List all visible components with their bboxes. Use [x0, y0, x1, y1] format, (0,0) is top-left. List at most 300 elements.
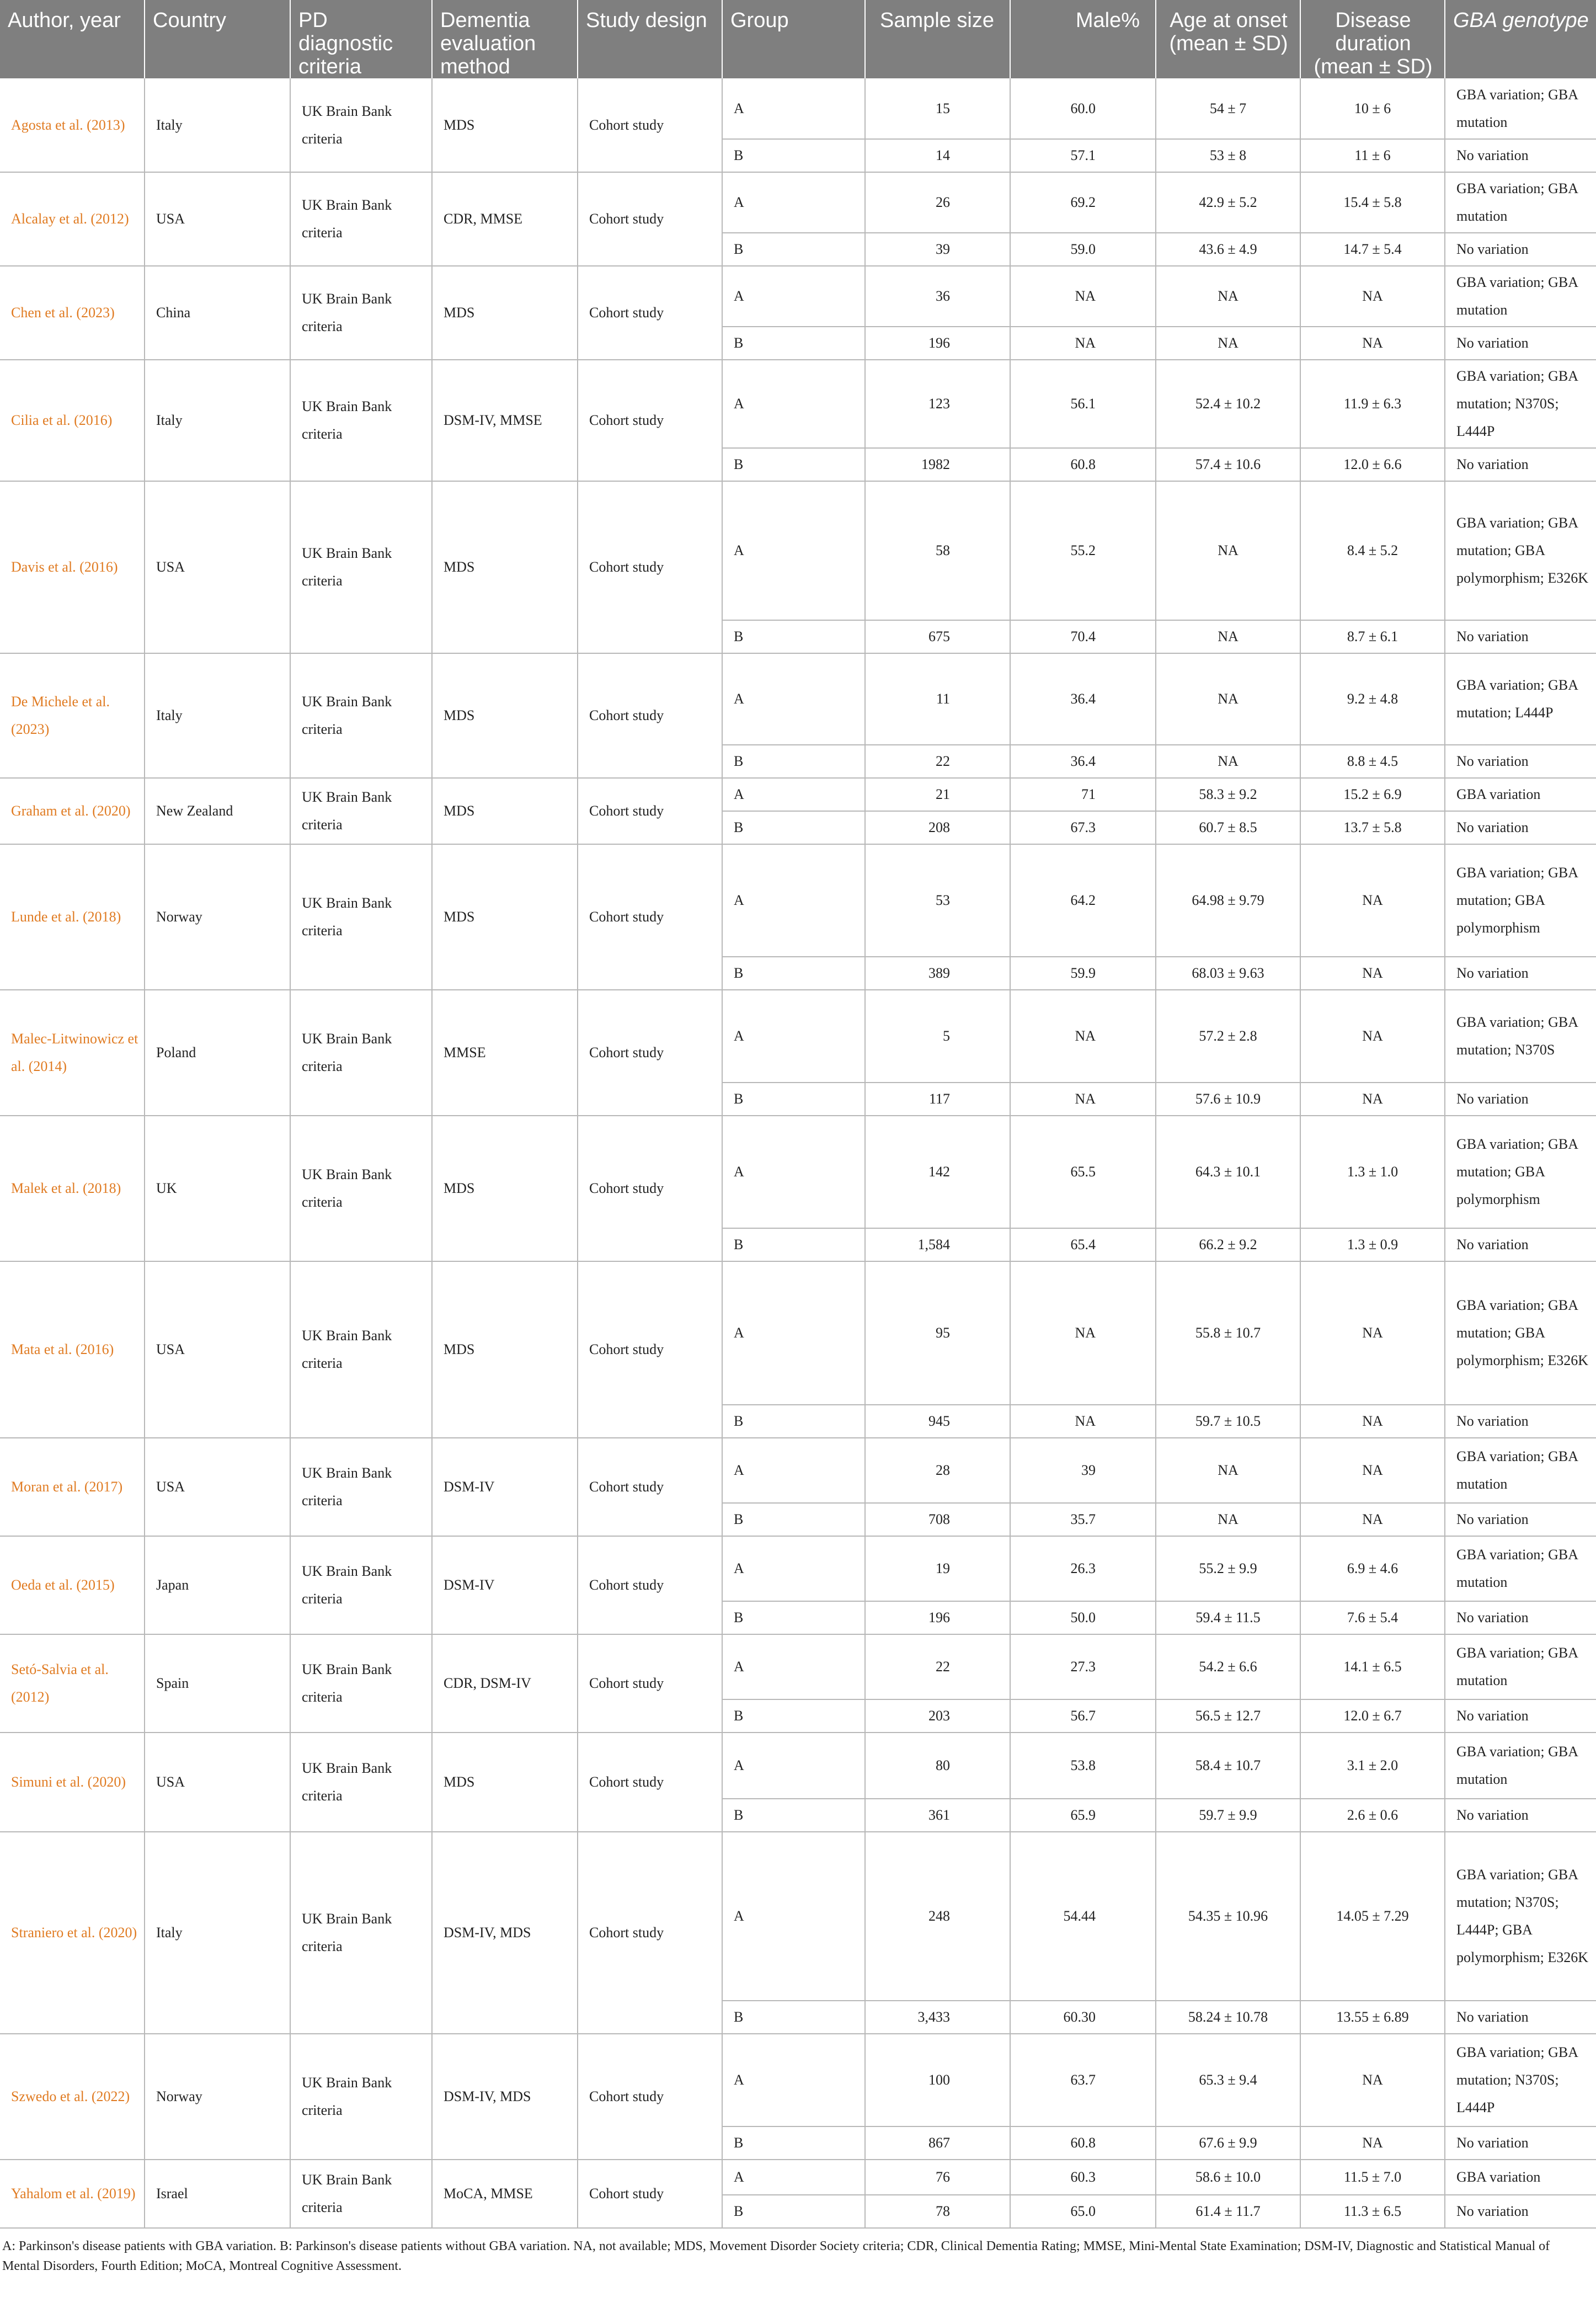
disease-duration-cell: 13.55 ± 6.89: [1300, 2001, 1445, 2034]
sample-size-cell: 142: [865, 1116, 1010, 1228]
male-percent-cell: 55.2: [1010, 481, 1156, 620]
age-onset-cell: 59.7 ± 9.9: [1156, 1799, 1300, 1832]
genotype-cell: No variation: [1445, 448, 1596, 481]
male-percent-cell: 53.8: [1010, 1733, 1156, 1799]
sample-size-cell: 361: [865, 1799, 1010, 1832]
table-row: [0, 1116, 1596, 1228]
genotype-cell: GBA variation: [1445, 778, 1596, 811]
study-design-cell: Cohort study: [578, 653, 722, 778]
disease-duration-cell: 11.9 ± 6.3: [1300, 360, 1445, 448]
country-cell: Norway: [145, 2034, 290, 2160]
sample-size-cell: 22: [865, 745, 1010, 778]
group-cell: A: [722, 360, 865, 448]
author-cell: Davis et al. (2016): [0, 481, 145, 653]
dementia-method-cell: DSM-IV: [432, 1438, 578, 1536]
dementia-method-cell: MDS: [432, 778, 578, 844]
country-cell: China: [145, 266, 290, 360]
group-cell: A: [722, 1536, 865, 1601]
table-row: [0, 2160, 1596, 2195]
genotype-cell: GBA variation; GBA mutation; L444P: [1445, 653, 1596, 745]
group-cell: B: [722, 2001, 865, 2034]
author-cell: Straniero et al. (2020): [0, 1832, 145, 2034]
genotype-cell: GBA variation; GBA mutation; N370S; L444P; GBA polymorphism; E326K: [1445, 1832, 1596, 2001]
genotype-cell: GBA variation; GBA mutation; N370S: [1445, 990, 1596, 1083]
criteria-cell: UK Brain Bank criteria: [290, 481, 432, 653]
criteria-cell: UK Brain Bank criteria: [290, 78, 432, 172]
genotype-cell: GBA variation; GBA mutation; GBA polymorphism; E326K: [1445, 1261, 1596, 1405]
country-cell: UK: [145, 1116, 290, 1261]
header-criteria: PD diagnostic criteria: [290, 0, 432, 78]
dementia-method-cell: MDS: [432, 481, 578, 653]
male-percent-cell: 60.3: [1010, 2160, 1156, 2195]
age-onset-cell: 58.6 ± 10.0: [1156, 2160, 1300, 2195]
genotype-cell: GBA variation: [1445, 2160, 1596, 2195]
study-design-cell: Cohort study: [578, 1438, 722, 1536]
dementia-method-cell: MMSE: [432, 990, 578, 1116]
group-cell: A: [722, 1634, 865, 1699]
disease-duration-cell: 12.0 ± 6.6: [1300, 448, 1445, 481]
disease-duration-cell: NA: [1300, 1438, 1445, 1503]
author-cell: Agosta et al. (2013): [0, 78, 145, 172]
study-design-cell: Cohort study: [578, 1116, 722, 1261]
sample-size-cell: 22: [865, 1634, 1010, 1699]
age-onset-cell: NA: [1156, 327, 1300, 360]
country-cell: USA: [145, 172, 290, 266]
age-onset-cell: 57.4 ± 10.6: [1156, 448, 1300, 481]
age-onset-cell: 55.2 ± 9.9: [1156, 1536, 1300, 1601]
male-percent-cell: 35.7: [1010, 1503, 1156, 1536]
header-male: Male%: [1010, 0, 1156, 78]
genotype-cell: GBA variation; GBA mutation: [1445, 266, 1596, 327]
table-row: [0, 481, 1596, 620]
male-percent-cell: 39: [1010, 1438, 1156, 1503]
criteria-cell: UK Brain Bank criteria: [290, 778, 432, 844]
sample-size-cell: 208: [865, 811, 1010, 844]
sample-size-cell: 21: [865, 778, 1010, 811]
male-percent-cell: 67.3: [1010, 811, 1156, 844]
age-onset-cell: 68.03 ± 9.63: [1156, 957, 1300, 990]
genotype-cell: No variation: [1445, 957, 1596, 990]
age-onset-cell: 43.6 ± 4.9: [1156, 233, 1300, 266]
country-cell: New Zealand: [145, 778, 290, 844]
group-cell: B: [722, 1083, 865, 1116]
disease-duration-cell: NA: [1300, 1261, 1445, 1405]
sample-size-cell: 95: [865, 1261, 1010, 1405]
disease-duration-cell: 15.2 ± 6.9: [1300, 778, 1445, 811]
age-onset-cell: 67.6 ± 9.9: [1156, 2126, 1300, 2160]
study-design-cell: Cohort study: [578, 1733, 722, 1832]
country-cell: Italy: [145, 1832, 290, 2034]
age-onset-cell: 42.9 ± 5.2: [1156, 172, 1300, 233]
sample-size-cell: 3,433: [865, 2001, 1010, 2034]
age-onset-cell: 52.4 ± 10.2: [1156, 360, 1300, 448]
criteria-cell: UK Brain Bank criteria: [290, 844, 432, 990]
age-onset-cell: 55.8 ± 10.7: [1156, 1261, 1300, 1405]
sample-size-cell: 675: [865, 620, 1010, 653]
sample-size-cell: 867: [865, 2126, 1010, 2160]
disease-duration-cell: 15.4 ± 5.8: [1300, 172, 1445, 233]
group-cell: B: [722, 811, 865, 844]
sample-size-cell: 11: [865, 653, 1010, 745]
author-cell: Alcalay et al. (2012): [0, 172, 145, 266]
genotype-cell: GBA variation; GBA mutation; N370S; L444P: [1445, 360, 1596, 448]
disease-duration-cell: 13.7 ± 5.8: [1300, 811, 1445, 844]
genotype-cell: No variation: [1445, 2001, 1596, 2034]
disease-duration-cell: 14.7 ± 5.4: [1300, 233, 1445, 266]
disease-duration-cell: 8.8 ± 4.5: [1300, 745, 1445, 778]
genotype-cell: No variation: [1445, 1228, 1596, 1261]
criteria-cell: UK Brain Bank criteria: [290, 1733, 432, 1832]
genotype-cell: No variation: [1445, 811, 1596, 844]
country-cell: Norway: [145, 844, 290, 990]
male-percent-cell: 57.1: [1010, 139, 1156, 172]
criteria-cell: UK Brain Bank criteria: [290, 172, 432, 266]
age-onset-cell: 56.5 ± 12.7: [1156, 1699, 1300, 1733]
sample-size-cell: 5: [865, 990, 1010, 1083]
country-cell: USA: [145, 1261, 290, 1438]
group-cell: A: [722, 1261, 865, 1405]
male-percent-cell: 50.0: [1010, 1601, 1156, 1634]
study-design-cell: Cohort study: [578, 1832, 722, 2034]
disease-duration-cell: 11.3 ± 6.5: [1300, 2195, 1445, 2228]
author-cell: Oeda et al. (2015): [0, 1536, 145, 1634]
disease-duration-cell: 1.3 ± 0.9: [1300, 1228, 1445, 1261]
group-cell: A: [722, 172, 865, 233]
group-cell: A: [722, 266, 865, 327]
group-cell: B: [722, 1228, 865, 1261]
dementia-method-cell: MDS: [432, 1261, 578, 1438]
genotype-cell: GBA variation; GBA mutation: [1445, 172, 1596, 233]
country-cell: Spain: [145, 1634, 290, 1733]
age-onset-cell: 58.3 ± 9.2: [1156, 778, 1300, 811]
criteria-cell: UK Brain Bank criteria: [290, 1832, 432, 2034]
dementia-method-cell: MDS: [432, 1733, 578, 1832]
country-cell: Israel: [145, 2160, 290, 2228]
group-cell: B: [722, 745, 865, 778]
genotype-cell: GBA variation; GBA mutation; GBA polymorphism; E326K: [1445, 481, 1596, 620]
genotype-cell: No variation: [1445, 327, 1596, 360]
male-percent-cell: 65.4: [1010, 1228, 1156, 1261]
male-percent-cell: 65.9: [1010, 1799, 1156, 1832]
disease-duration-cell: 11 ± 6: [1300, 139, 1445, 172]
sample-size-cell: 14: [865, 139, 1010, 172]
male-percent-cell: 69.2: [1010, 172, 1156, 233]
dementia-method-cell: DSM-IV, MDS: [432, 2034, 578, 2160]
genotype-cell: No variation: [1445, 1799, 1596, 1832]
country-cell: Italy: [145, 78, 290, 172]
author-cell: Yahalom et al. (2019): [0, 2160, 145, 2228]
group-cell: B: [722, 957, 865, 990]
male-percent-cell: 63.7: [1010, 2034, 1156, 2126]
table-footnote: A: Parkinson's disease patients with GBA variation. B: Parkinson's disease patients without GBA variation. NA, not available; MDS, Movement Disorder Society criteria; CDR, Clinical Dementia Rating; MMSE, Mini-Mental State Examination; DSM-IV, Diagnostic and Statistical Manual of Mental Disorders, Fourth Edition; MoCA, Montreal Cognitive Assessment.: [2, 2239, 1550, 2273]
study-design-cell: Cohort study: [578, 1261, 722, 1438]
male-percent-cell: 60.0: [1010, 78, 1156, 139]
genotype-cell: GBA variation; GBA mutation: [1445, 1634, 1596, 1699]
criteria-cell: UK Brain Bank criteria: [290, 266, 432, 360]
header-group: Group: [722, 0, 865, 78]
group-cell: B: [722, 1799, 865, 1832]
age-onset-cell: 64.3 ± 10.1: [1156, 1116, 1300, 1228]
disease-duration-cell: 14.1 ± 6.5: [1300, 1634, 1445, 1699]
disease-duration-cell: 8.7 ± 6.1: [1300, 620, 1445, 653]
age-onset-cell: 58.24 ± 10.78: [1156, 2001, 1300, 2034]
country-cell: USA: [145, 481, 290, 653]
dementia-method-cell: MDS: [432, 78, 578, 172]
male-percent-cell: NA: [1010, 990, 1156, 1083]
author-cell: Chen et al. (2023): [0, 266, 145, 360]
criteria-cell: UK Brain Bank criteria: [290, 2034, 432, 2160]
age-onset-cell: 60.7 ± 8.5: [1156, 811, 1300, 844]
male-percent-cell: 65.0: [1010, 2195, 1156, 2228]
male-percent-cell: NA: [1010, 1261, 1156, 1405]
disease-duration-cell: NA: [1300, 844, 1445, 957]
country-cell: USA: [145, 1438, 290, 1536]
dementia-method-cell: DSM-IV, MDS: [432, 1832, 578, 2034]
study-design-cell: Cohort study: [578, 778, 722, 844]
disease-duration-cell: 9.2 ± 4.8: [1300, 653, 1445, 745]
age-onset-cell: 59.4 ± 11.5: [1156, 1601, 1300, 1634]
disease-duration-cell: NA: [1300, 1083, 1445, 1116]
sample-size-cell: 945: [865, 1405, 1010, 1438]
group-cell: B: [722, 1503, 865, 1536]
header-genotype: [1445, 0, 1596, 78]
table-row: [0, 1733, 1596, 1799]
author-cell: Lunde et al. (2018): [0, 844, 145, 990]
age-onset-cell: 66.2 ± 9.2: [1156, 1228, 1300, 1261]
disease-duration-cell: NA: [1300, 266, 1445, 327]
male-percent-cell: 60.8: [1010, 2126, 1156, 2160]
genotype-cell: No variation: [1445, 233, 1596, 266]
age-onset-cell: NA: [1156, 266, 1300, 327]
dementia-method-cell: MDS: [432, 844, 578, 990]
criteria-cell: UK Brain Bank criteria: [290, 2160, 432, 2228]
disease-duration-cell: 6.9 ± 4.6: [1300, 1536, 1445, 1601]
age-onset-cell: 54 ± 7: [1156, 78, 1300, 139]
group-cell: A: [722, 2160, 865, 2195]
age-onset-cell: 61.4 ± 11.7: [1156, 2195, 1300, 2228]
group-cell: A: [722, 78, 865, 139]
header-country: Country: [145, 0, 290, 78]
group-cell: B: [722, 327, 865, 360]
disease-duration-cell: 2.6 ± 0.6: [1300, 1799, 1445, 1832]
group-cell: A: [722, 844, 865, 957]
genotype-cell: No variation: [1445, 1405, 1596, 1438]
group-cell: A: [722, 1832, 865, 2001]
criteria-cell: UK Brain Bank criteria: [290, 1116, 432, 1261]
male-percent-cell: NA: [1010, 327, 1156, 360]
genotype-cell: No variation: [1445, 139, 1596, 172]
criteria-cell: UK Brain Bank criteria: [290, 1536, 432, 1634]
sample-size-cell: 36: [865, 266, 1010, 327]
genotype-cell: No variation: [1445, 2195, 1596, 2228]
sample-size-cell: 203: [865, 1699, 1010, 1733]
sample-size-cell: 1982: [865, 448, 1010, 481]
disease-duration-cell: NA: [1300, 1405, 1445, 1438]
age-onset-cell: 58.4 ± 10.7: [1156, 1733, 1300, 1799]
male-percent-cell: NA: [1010, 266, 1156, 327]
table-row: [0, 2034, 1596, 2126]
author-cell: Simuni et al. (2020): [0, 1733, 145, 1832]
author-cell: Setó-Salvia et al. (2012): [0, 1634, 145, 1733]
country-cell: USA: [145, 1733, 290, 1832]
disease-duration-cell: 10 ± 6: [1300, 78, 1445, 139]
group-cell: B: [722, 1405, 865, 1438]
genotype-cell: GBA variation; GBA mutation: [1445, 1536, 1596, 1601]
table-row: [0, 1634, 1596, 1699]
disease-duration-cell: 11.5 ± 7.0: [1300, 2160, 1445, 2195]
age-onset-cell: NA: [1156, 1503, 1300, 1536]
genotype-cell: GBA variation; GBA mutation; N370S; L444P: [1445, 2034, 1596, 2126]
criteria-cell: UK Brain Bank criteria: [290, 990, 432, 1116]
group-cell: A: [722, 1733, 865, 1799]
sample-size-cell: 26: [865, 172, 1010, 233]
group-cell: A: [722, 481, 865, 620]
disease-duration-cell: NA: [1300, 1503, 1445, 1536]
genotype-cell: No variation: [1445, 1083, 1596, 1116]
table-row: [0, 1438, 1596, 1503]
sample-size-cell: 123: [865, 360, 1010, 448]
age-onset-cell: NA: [1156, 1438, 1300, 1503]
header-author: Author, year: [0, 0, 145, 78]
genotype-cell: GBA variation; GBA mutation; GBA polymorphism: [1445, 844, 1596, 957]
male-percent-cell: 59.0: [1010, 233, 1156, 266]
dementia-method-cell: MoCA, MMSE: [432, 2160, 578, 2228]
author-cell: De Michele et al. (2023): [0, 653, 145, 778]
male-percent-cell: 56.1: [1010, 360, 1156, 448]
criteria-cell: UK Brain Bank criteria: [290, 360, 432, 481]
study-design-cell: Cohort study: [578, 1536, 722, 1634]
header-sample-size: Sample size: [865, 0, 1010, 78]
table-row: [0, 1261, 1596, 1405]
criteria-cell: UK Brain Bank criteria: [290, 653, 432, 778]
group-cell: B: [722, 2195, 865, 2228]
table-row: [0, 1536, 1596, 1601]
table-row: [0, 172, 1596, 233]
male-percent-cell: 27.3: [1010, 1634, 1156, 1699]
study-design-cell: Cohort study: [578, 844, 722, 990]
male-percent-cell: 56.7: [1010, 1699, 1156, 1733]
male-percent-cell: 60.8: [1010, 448, 1156, 481]
study-design-cell: Cohort study: [578, 481, 722, 653]
dementia-method-cell: DSM-IV, MMSE: [432, 360, 578, 481]
sample-size-cell: 100: [865, 2034, 1010, 2126]
disease-duration-cell: 8.4 ± 5.2: [1300, 481, 1445, 620]
header-row: [0, 0, 1596, 78]
genotype-cell: GBA variation; GBA mutation: [1445, 1438, 1596, 1503]
group-cell: B: [722, 1699, 865, 1733]
sample-size-cell: 196: [865, 1601, 1010, 1634]
male-percent-cell: NA: [1010, 1083, 1156, 1116]
author-cell: Graham et al. (2020): [0, 778, 145, 844]
table-row: [0, 653, 1596, 745]
dementia-method-cell: MDS: [432, 1116, 578, 1261]
dementia-method-cell: MDS: [432, 653, 578, 778]
sample-size-cell: 53: [865, 844, 1010, 957]
group-cell: A: [722, 990, 865, 1083]
age-onset-cell: 64.98 ± 9.79: [1156, 844, 1300, 957]
table-body: [0, 78, 1596, 2228]
genotype-cell: GBA variation; GBA mutation: [1445, 1733, 1596, 1799]
header-genotype-text: GBA genotype: [1453, 9, 1589, 32]
sample-size-cell: 76: [865, 2160, 1010, 2195]
male-percent-cell: 59.9: [1010, 957, 1156, 990]
sample-size-cell: 58: [865, 481, 1010, 620]
group-cell: B: [722, 448, 865, 481]
author-cell: Cilia et al. (2016): [0, 360, 145, 481]
study-design-cell: Cohort study: [578, 2034, 722, 2160]
study-design-cell: Cohort study: [578, 78, 722, 172]
sample-size-cell: 15: [865, 78, 1010, 139]
sample-size-cell: 19: [865, 1536, 1010, 1601]
disease-duration-cell: 1.3 ± 1.0: [1300, 1116, 1445, 1228]
table-row: [0, 1832, 1596, 2001]
age-onset-cell: NA: [1156, 653, 1300, 745]
age-onset-cell: 57.2 ± 2.8: [1156, 990, 1300, 1083]
age-onset-cell: NA: [1156, 481, 1300, 620]
age-onset-cell: NA: [1156, 620, 1300, 653]
study-design-cell: Cohort study: [578, 360, 722, 481]
author-cell: Mata et al. (2016): [0, 1261, 145, 1438]
author-cell: Szwedo et al. (2022): [0, 2034, 145, 2160]
male-percent-cell: 70.4: [1010, 620, 1156, 653]
male-percent-cell: 60.30: [1010, 2001, 1156, 2034]
table-row: [0, 844, 1596, 957]
genotype-cell: No variation: [1445, 1503, 1596, 1536]
genotype-cell: No variation: [1445, 1699, 1596, 1733]
group-cell: B: [722, 139, 865, 172]
age-onset-cell: 65.3 ± 9.4: [1156, 2034, 1300, 2126]
dementia-method-cell: DSM-IV: [432, 1536, 578, 1634]
dementia-method-cell: CDR, DSM-IV: [432, 1634, 578, 1733]
table-row: [0, 990, 1596, 1083]
sample-size-cell: 248: [865, 1832, 1010, 2001]
disease-duration-cell: 7.6 ± 5.4: [1300, 1601, 1445, 1634]
male-percent-cell: 71: [1010, 778, 1156, 811]
group-cell: A: [722, 2034, 865, 2126]
male-percent-cell: 36.4: [1010, 653, 1156, 745]
disease-duration-cell: 3.1 ± 2.0: [1300, 1733, 1445, 1799]
age-onset-cell: 54.2 ± 6.6: [1156, 1634, 1300, 1699]
group-cell: A: [722, 1438, 865, 1503]
genotype-cell: No variation: [1445, 745, 1596, 778]
header-dementia: Dementia evaluation method: [432, 0, 578, 78]
age-onset-cell: 59.7 ± 10.5: [1156, 1405, 1300, 1438]
sample-size-cell: 1,584: [865, 1228, 1010, 1261]
male-percent-cell: 64.2: [1010, 844, 1156, 957]
country-cell: Italy: [145, 653, 290, 778]
criteria-cell: UK Brain Bank criteria: [290, 1438, 432, 1536]
header-disease-duration: Disease duration (mean ± SD): [1300, 0, 1445, 78]
author-cell: Moran et al. (2017): [0, 1438, 145, 1536]
disease-duration-cell: NA: [1300, 2126, 1445, 2160]
table-row: [0, 78, 1596, 139]
header-design: Study design: [578, 0, 722, 78]
study-design-cell: Cohort study: [578, 266, 722, 360]
disease-duration-cell: NA: [1300, 957, 1445, 990]
author-cell: Malec-Litwinowicz et al. (2014): [0, 990, 145, 1116]
male-percent-cell: 26.3: [1010, 1536, 1156, 1601]
dementia-method-cell: CDR, MMSE: [432, 172, 578, 266]
sample-size-cell: 196: [865, 327, 1010, 360]
sample-size-cell: 80: [865, 1733, 1010, 1799]
header-age-onset: Age at onset (mean ± SD): [1156, 0, 1300, 78]
group-cell: B: [722, 620, 865, 653]
group-cell: B: [722, 233, 865, 266]
genotype-cell: GBA variation; GBA mutation; GBA polymorphism: [1445, 1116, 1596, 1228]
sample-size-cell: 708: [865, 1503, 1010, 1536]
country-cell: Japan: [145, 1536, 290, 1634]
male-percent-cell: 65.5: [1010, 1116, 1156, 1228]
